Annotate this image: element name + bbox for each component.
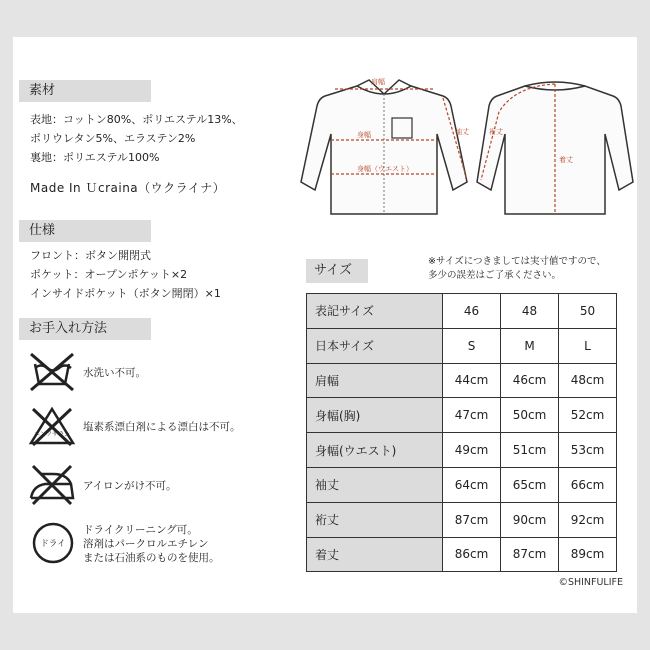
made-in: Made In Ｕcraina（ウクライナ） — [30, 181, 226, 195]
table-cell: 65cm — [501, 467, 559, 502]
waist-label: 身幅（ウエスト） — [357, 165, 413, 173]
care-label-bleach: 塩素系漂白剤による漂白は不可。 — [83, 421, 241, 433]
table-cell: 66cm — [559, 467, 617, 502]
no-iron-icon — [27, 462, 77, 506]
table-row — [307, 328, 617, 363]
table-cell: 47cm — [443, 398, 501, 433]
table-cell: 92cm — [559, 502, 617, 537]
page-frame — [13, 37, 637, 613]
shoulder-label: 肩幅 — [371, 78, 385, 86]
size-table — [306, 293, 617, 572]
table-cell: 52cm — [559, 398, 617, 433]
table-cell: 49cm — [443, 433, 501, 468]
table-cell: 51cm — [501, 433, 559, 468]
table-row — [307, 433, 617, 468]
table-row — [307, 363, 617, 398]
care-label-iron: アイロンがけ不可。 — [83, 480, 177, 492]
spec-line-3: インサイドポケット（ボタン開閉）×1 — [30, 287, 221, 300]
material-line-2: ポリウレタン5%、エラステン2% — [30, 132, 196, 145]
care-label-wash: 水洗い不可。 — [83, 367, 146, 379]
table-cell: 87cm — [501, 537, 559, 572]
yuki-label: 裄丈 — [489, 128, 503, 136]
shirt-back-diagram — [475, 72, 637, 222]
size-note-line-2: 多少の誤差はご了承ください。 — [428, 270, 562, 281]
table-cell: M — [501, 328, 559, 363]
material-line-3: 裏地：ポリエステル100% — [30, 151, 160, 164]
dry-clean-icon — [31, 521, 75, 565]
table-cell: 46 — [443, 294, 501, 329]
table-row — [307, 537, 617, 572]
table-row — [307, 398, 617, 433]
table-cell: 64cm — [443, 467, 501, 502]
no-bleach-icon — [27, 405, 77, 447]
table-row — [307, 502, 617, 537]
copyright: ©SHINFULIFE — [558, 577, 623, 588]
row-label: 肩幅 — [307, 363, 443, 398]
size-heading: サイズ — [306, 259, 368, 283]
care-label-dry-3: または石油系のものを使用。 — [83, 552, 220, 564]
sleeve-label: 袖丈 — [455, 128, 469, 136]
table-cell: 50cm — [501, 398, 559, 433]
table-cell: S — [443, 328, 501, 363]
dry-clean-icon-text: ドライ — [40, 539, 66, 549]
row-label: 身幅(胸) — [307, 398, 443, 433]
table-row — [307, 467, 617, 502]
table-cell: 46cm — [501, 363, 559, 398]
table-cell: 90cm — [501, 502, 559, 537]
table-cell: L — [559, 328, 617, 363]
table-cell: 50 — [559, 294, 617, 329]
table-cell: 53cm — [559, 433, 617, 468]
table-cell: 89cm — [559, 537, 617, 572]
row-label: 身幅(ウエスト) — [307, 433, 443, 468]
row-label: 裄丈 — [307, 502, 443, 537]
material-line-1: 表地：コットン80%、ポリエステル13%、 — [30, 113, 243, 126]
material-heading: 素材 — [19, 80, 151, 102]
shirt-front-diagram — [295, 72, 473, 222]
table-cell: 48 — [501, 294, 559, 329]
spec-line-1: フロント：ボタン開閉式 — [30, 249, 151, 262]
table-cell: 87cm — [443, 502, 501, 537]
care-label-dry-2: 溶剤はパークロルエチレン — [83, 538, 209, 550]
table-row — [307, 294, 617, 329]
table-cell: 48cm — [559, 363, 617, 398]
care-label-dry-1: ドライクリーニング可。 — [83, 524, 198, 536]
row-label: 日本サイズ — [307, 328, 443, 363]
size-note-line-1: ※サイズにつきましては実寸値ですので、 — [428, 256, 606, 267]
no-wash-icon — [27, 350, 77, 392]
table-cell: 86cm — [443, 537, 501, 572]
spec-line-2: ポケット：オープンポケット×2 — [30, 268, 188, 281]
spec-heading: 仕様 — [19, 220, 151, 242]
row-label: 袖丈 — [307, 467, 443, 502]
care-heading: お手入れ方法 — [19, 318, 151, 340]
chest-label: 身幅 — [357, 131, 371, 139]
length-label: 着丈 — [559, 156, 573, 164]
no-bleach-icon-text: エンソサラシ — [33, 431, 71, 438]
row-label: 着丈 — [307, 537, 443, 572]
row-label: 表記サイズ — [307, 294, 443, 329]
table-cell: 44cm — [443, 363, 501, 398]
